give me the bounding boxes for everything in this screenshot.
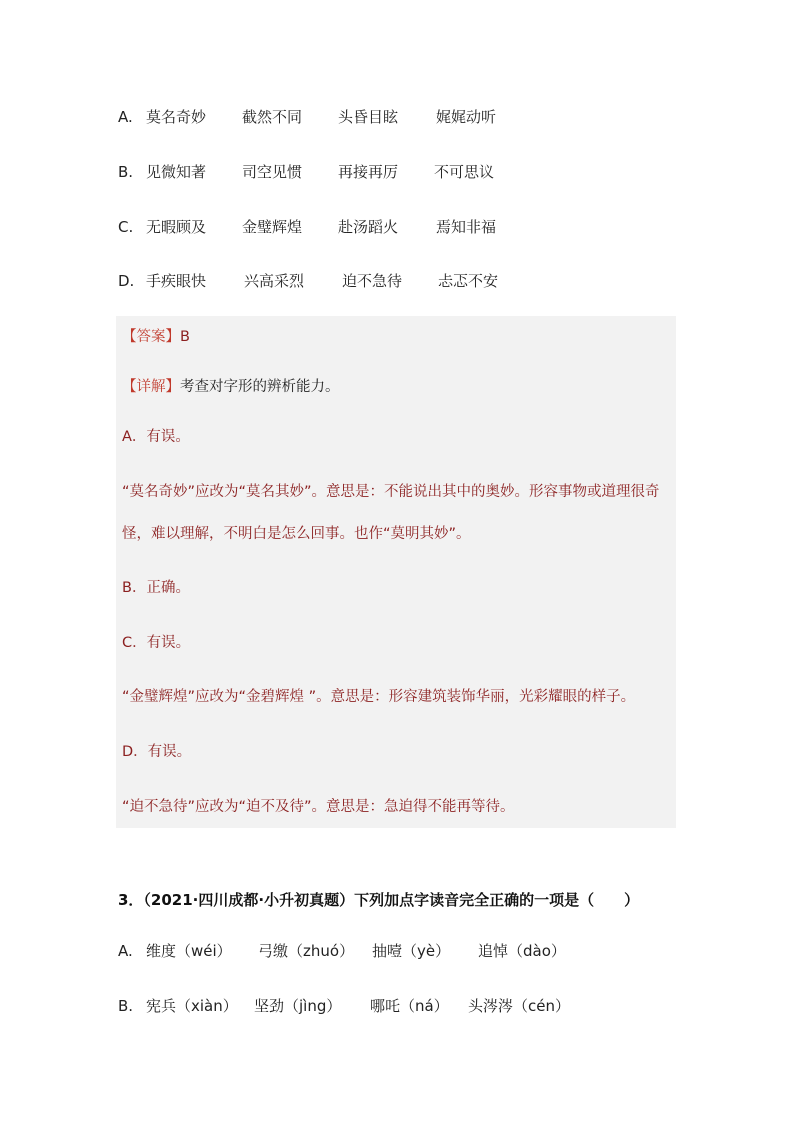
- option-word: 手疾眼快: [146, 272, 207, 290]
- option-word: 莫名奇妙: [146, 108, 207, 126]
- option-a-explanation: “莫名奇妙”应改为“莫名其妙”。意思是：不能说出其中的奥妙。形容事物或道理很奇怪，难以理解，不明白是怎么回事。也作“莫明其妙”。: [122, 484, 660, 542]
- detail-line: [122, 376, 340, 398]
- detail-text: 考查对字形的辨析能力。: [180, 379, 340, 395]
- pinyin-item: 抽噎（yè）: [372, 942, 451, 960]
- answer-tag: 【答案】: [122, 329, 180, 345]
- answer-box: [116, 316, 676, 828]
- pinyin-item: 追悼（dào）: [478, 942, 566, 960]
- option-letter: B.: [118, 163, 134, 181]
- option-c-explanation: “金璧辉煌”应改为“金碧辉煌 ”。意思是：形容建筑装饰华丽，光彩耀眼的样子。: [122, 689, 636, 705]
- option-a-verdict: A．有误。: [122, 429, 190, 445]
- answer-line: [122, 326, 190, 348]
- option-letter: A.: [118, 942, 133, 960]
- question-3-title: 3．（2021·四川成都·小升初真题）下列加点字读音完全正确的一项是（ ）: [118, 891, 640, 909]
- option-word: 无暇顾及: [146, 218, 207, 236]
- option-word: 兴高采烈: [244, 272, 305, 290]
- option-letter: A.: [118, 108, 133, 126]
- option-word: 忐忑不安: [438, 272, 499, 290]
- pinyin-item: 宪兵（xiàn）: [146, 997, 238, 1015]
- option-word: 再接再厉: [338, 163, 399, 181]
- option-word: 司空见惯: [242, 163, 303, 181]
- pinyin-item: 弓缴（zhuó）: [258, 942, 355, 960]
- option-letter: D.: [118, 272, 135, 290]
- option-word: 金璧辉煌: [242, 218, 303, 236]
- option-word: 赴汤蹈火: [338, 218, 399, 236]
- option-b-verdict: B．正确。: [122, 580, 190, 596]
- option-word: 迫不急待: [342, 272, 403, 290]
- answer-value: B: [180, 329, 190, 345]
- option-word: 截然不同: [242, 108, 303, 126]
- pinyin-item: 头涔涔（cén）: [468, 997, 570, 1015]
- pinyin-item: 坚劲（jìng）: [254, 997, 342, 1015]
- option-word: 见微知著: [146, 163, 207, 181]
- pinyin-item: 哪吒（ná）: [370, 997, 449, 1015]
- option-word: 头昏目眩: [338, 108, 399, 126]
- option-d-explanation: “迫不急待”应改为“迫不及待”。意思是：急迫得不能再等待。: [122, 799, 515, 815]
- option-d-verdict: D．有误。: [122, 744, 192, 760]
- option-word: 焉知非福: [436, 218, 497, 236]
- option-word: 不可思议: [434, 163, 495, 181]
- pinyin-item: 维度（wéi）: [146, 942, 232, 960]
- detail-tag: 【详解】: [122, 379, 180, 395]
- option-letter: B.: [118, 997, 134, 1015]
- option-c-verdict: C．有误。: [122, 635, 191, 651]
- option-letter: C.: [118, 218, 134, 236]
- option-word: 娓娓动听: [436, 108, 497, 126]
